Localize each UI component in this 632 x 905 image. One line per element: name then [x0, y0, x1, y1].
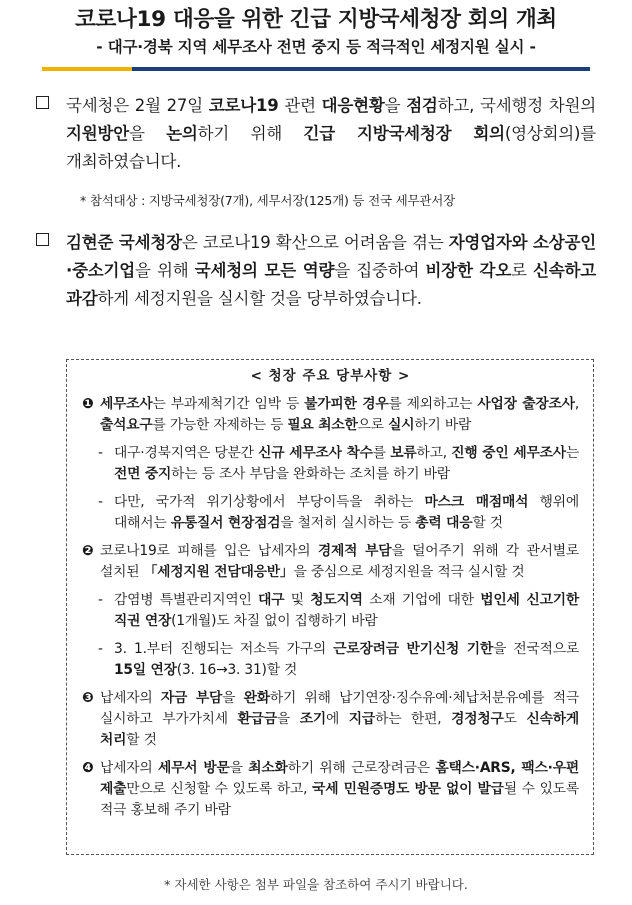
text-segment: 행위에 대해서는 — [114, 494, 579, 531]
document-header — [0, 6, 632, 58]
bold-text-segment: 경정청구 — [451, 711, 504, 727]
text-segment: 납세자의 — [100, 690, 161, 706]
text-segment: 납세자의 — [100, 760, 159, 776]
bold-text-segment: 필요 최소한 — [287, 417, 358, 433]
text-segment: (3. 16→3. 31)할 것 — [176, 662, 298, 678]
dash-marker: - — [98, 494, 103, 510]
text-segment: 을 덜어주기 위해 각 관서별로 설치된 — [100, 543, 580, 580]
text-segment: 3. 1.부터 진행되는 저소득 가구의 — [114, 641, 334, 657]
text-segment: 하기 위해 납기연장·징수유예·체납처분유예를 적극 실시하고 부가가치세 — [100, 690, 579, 727]
bold-text-segment: 자영업자와 소상공인·중소기업 — [66, 233, 597, 280]
instruction-list — [82, 394, 579, 821]
text-segment: 을 — [222, 690, 244, 706]
text-segment: 하게 세정지원을 실시할 것을 당부하였습니다. — [97, 289, 422, 308]
text-segment: 하기 위해 — [197, 124, 304, 143]
text-segment: 을 집중하여 — [334, 261, 426, 280]
bold-text-segment: 경제적 부담 — [317, 543, 392, 559]
bold-text-segment: 신속하고 과감 — [66, 261, 596, 308]
instruction-subitem — [82, 590, 579, 632]
bold-text-segment: 긴급 지방국세청장 회의 — [303, 124, 505, 143]
page-title: 코로나19 대응을 위한 긴급 지방국세청장 회의 개최 — [75, 7, 557, 32]
text-segment: 을 위해 — [135, 261, 195, 280]
instruction-item — [82, 758, 579, 821]
bold-text-segment: 신속하게 처리 — [100, 711, 579, 748]
text-segment: 하기 위해 근로장려금은 — [287, 760, 436, 776]
text-segment: 하는 한편, — [375, 711, 452, 727]
text-segment: 하고, 국세행정 차원의 — [437, 96, 596, 115]
bold-text-segment: 사업장 출장조사 — [477, 396, 575, 412]
bold-text-segment: 대구 — [258, 592, 285, 608]
bold-text-segment: 논의 — [166, 124, 198, 143]
bold-text-segment: 법인세 신고기한 직권 연장 — [114, 592, 580, 629]
bold-text-segment: 「세정지원 전담대응반」 — [143, 564, 294, 580]
bold-text-segment: 조기 — [299, 711, 326, 727]
bold-text-segment: 최소화 — [248, 760, 288, 776]
text-segment: 다만, 국가적 위기상황에서 부당이득을 취하는 — [114, 494, 425, 510]
text-segment: , — [574, 396, 579, 412]
dash-marker: - — [98, 641, 103, 657]
bold-text-segment: 지원방안 — [66, 124, 129, 143]
square-bullet-icon — [36, 96, 49, 109]
instruction-item — [82, 394, 579, 436]
bold-text-segment: 점검 — [406, 96, 438, 115]
text-segment: 할 것 — [126, 732, 157, 748]
attendee-note: * 참석대상 : 지방국세청장(7개), 세무서장(125개) 등 전국 세무관서장 — [80, 193, 455, 208]
paragraph-commissioner — [36, 229, 596, 313]
bold-text-segment: 마스크 매점매석 — [424, 494, 529, 510]
bold-text-segment: 홈택스·ARS, 팩스·우편 제출 — [100, 760, 579, 797]
text-segment: 를 제외하고는 — [388, 396, 478, 412]
bold-text-segment: 실시 — [388, 417, 415, 433]
bold-text-segment: 국세 민원증명도 방문 없이 발급 — [312, 781, 504, 797]
bold-text-segment: 환급금 — [237, 711, 277, 727]
dash-marker: - — [98, 592, 103, 608]
bold-text-segment: 신규 세무조사 착수 — [258, 445, 373, 461]
bold-text-segment: 유통질서 현장점검 — [170, 515, 281, 531]
text-segment: 할 것 — [472, 515, 503, 531]
text-segment: 감염병 특별관리지역인 — [114, 592, 259, 608]
text-segment: 을 — [128, 124, 167, 143]
circled-number-icon: ❸ — [82, 690, 94, 706]
bold-text-segment: 세무조사 — [100, 396, 153, 412]
text-segment: 및 — [284, 592, 311, 608]
text-segment: 으로 — [357, 417, 389, 433]
box-heading: < 청장 주요 당부사항 > — [250, 368, 411, 384]
text-segment: 하는 등 조사 부담을 완화하는 조치를 하기 바람 — [171, 466, 450, 482]
page-subtitle: - 대구·경북 지역 세무조사 전면 중지 등 적극적인 세정지원 실시 - — [96, 38, 536, 56]
bold-text-segment: 전면 중지 — [114, 466, 172, 482]
bold-text-segment: 근로장려금 반기신청 기한 — [333, 641, 493, 657]
text-segment: 을 철저히 실시하는 등 — [280, 515, 416, 531]
bold-text-segment: 비장한 각오 — [425, 261, 511, 280]
bold-text-segment: 출석요구 — [100, 417, 153, 433]
text-segment: 을 — [276, 711, 300, 727]
text-segment: (1개월)도 차질 없이 집행하기 바람 — [171, 613, 378, 629]
bold-text-segment: 지급 — [348, 711, 376, 727]
bold-text-segment: 세무서 방문 — [158, 760, 230, 776]
bold-text-segment: 진행 중인 세무조사 — [451, 445, 566, 461]
bold-text-segment: 완화 — [243, 690, 270, 706]
instruction-item — [82, 688, 579, 751]
text-segment: 에 — [325, 711, 349, 727]
bold-text-segment: 청도지역 — [310, 592, 363, 608]
title-divider — [42, 67, 590, 71]
text-segment: 관련 — [278, 96, 322, 115]
text-segment: 는 부과제척기간 임박 등 — [152, 396, 305, 412]
text-segment: 은 코로나19 확산으로 어려움을 겪는 — [181, 233, 449, 252]
text-segment: 하고, — [416, 445, 452, 461]
bold-text-segment: 김현준 국세청장 — [66, 233, 182, 252]
paragraph-text — [66, 229, 596, 313]
footer-note: * 자세한 사항은 첨부 파일을 참조하여 주시기 바랍니다. — [164, 877, 468, 892]
text-segment: 될 수 있도록 적극 홍보해 주기 바람 — [100, 781, 579, 818]
bold-text-segment: 총력 대응 — [415, 515, 473, 531]
text-segment: 하기 바람 — [414, 417, 472, 433]
divider-navy-segment — [132, 67, 590, 71]
text-segment: 로 — [510, 261, 533, 280]
dash-marker: - — [98, 445, 103, 461]
bold-text-segment: 불가피한 경우 — [304, 396, 389, 412]
paragraph-meeting — [36, 92, 596, 176]
text-segment: 만으로 신청할 수 있도록 하고, — [126, 781, 313, 797]
text-segment: 을 중심으로 세정지원을 적극 실시할 것 — [293, 564, 525, 580]
text-segment: 을 — [384, 96, 407, 115]
instruction-subitem — [82, 639, 579, 681]
instruction-item — [82, 541, 579, 583]
bold-text-segment: 보류 — [390, 445, 417, 461]
paragraph-text — [66, 92, 596, 176]
text-segment: 를 — [372, 445, 391, 461]
text-segment: 을 전국적으로 — [492, 641, 579, 657]
bold-text-segment: 자금 부담 — [160, 690, 223, 706]
instruction-subitem — [82, 443, 579, 485]
text-segment: 를 가능한 자제하는 등 — [152, 417, 288, 433]
text-segment: 코로나19로 피해를 입은 납세자의 — [100, 543, 318, 559]
instructions-box — [66, 359, 594, 855]
circled-number-icon: ❷ — [82, 543, 94, 559]
circled-number-icon: ❶ — [82, 396, 94, 412]
bold-text-segment: 대응현황 — [321, 96, 385, 115]
square-bullet-icon — [36, 233, 49, 246]
text-segment: 대구·경북지역은 당분간 — [114, 445, 259, 461]
text-segment: 을 — [229, 760, 249, 776]
bold-text-segment: 코로나19 — [208, 96, 279, 115]
bold-text-segment: 15일 연장 — [114, 662, 177, 678]
text-segment: 소재 기업에 대한 — [362, 592, 481, 608]
instruction-subitem — [82, 492, 579, 534]
text-segment: 도 — [503, 711, 527, 727]
text-segment: 는 — [565, 445, 579, 461]
bold-text-segment: 국세청의 모든 역량 — [194, 261, 335, 280]
text-segment: 국세청은 2월 27일 — [66, 96, 209, 115]
divider-gold-segment — [42, 67, 132, 71]
circled-number-icon: ❹ — [82, 760, 94, 776]
text-segment: (영상회의)를 개최하였습니다. — [66, 124, 597, 171]
